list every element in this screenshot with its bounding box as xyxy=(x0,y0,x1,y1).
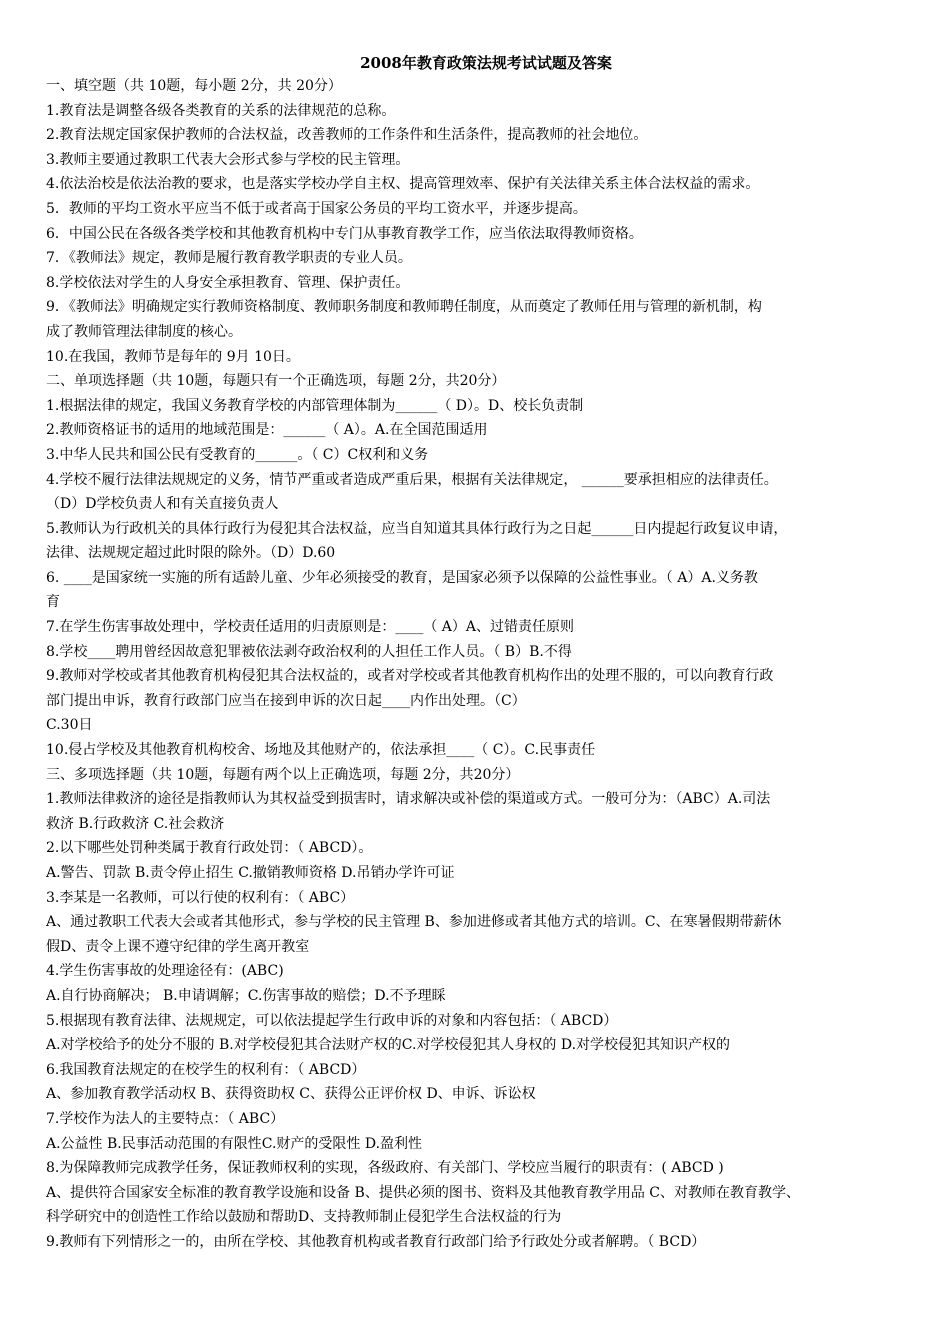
text-line: A.警告、罚款 B.责令停止招生 C.撤销教师资格 D.吊销办学许可证 xyxy=(46,865,455,881)
text-line: 1.教育法是调整各级各类教育的关系的法律规范的总称。 xyxy=(46,102,396,119)
text-line: 4.依法治校是依法治教的要求，也是落实学校办学自主权、提高管理效率、保护有关法律关系主体合法权益的需求。 xyxy=(46,176,760,193)
text-line: 7.在学生伤害事故处理中，学校责任适用的归责原则是：____（ A）A、过错责任原则 xyxy=(46,619,575,636)
text-line: 1.教师法律救济的途径是指教师认为其权益受到损害时，请求解决或补偿的渠道或方式。一般可分为：（ABC）A.司法 xyxy=(46,791,771,808)
text-line: 5.根据现有教育法律、法规规定，可以依法提起学生行政申诉的对象和内容包括：（ ABCD） xyxy=(46,1012,618,1029)
text-line: 2.教师资格证书的适用的地域范围是：______（ A）。A.在全国范围适用 xyxy=(46,422,488,439)
text-line: 3.中华人民共和国公民有受教育的______。（ C）C权利和义务 xyxy=(46,446,429,463)
text-line: A、通过教职工代表大会或者其他形式，参与学校的民主管理 B、参加进修或者其他方式的培训。C、在寒暑假期带薪休 xyxy=(46,914,782,931)
text-line: 二、单项选择题（共 10题，每题只有一个正确选项，每题 2分，共20分） xyxy=(46,373,506,390)
text-line: A.公益性 B.民事活动范围的有限性C.财产的受限性 D.盈利性 xyxy=(46,1135,423,1152)
document-body xyxy=(46,74,926,1255)
document-title: 2008年教育政策法规考试试题及答案 xyxy=(360,54,612,72)
text-line: 5．教师的平均工资水平应当不低于或者高于国家公务员的平均工资水平，并逐步提高。 xyxy=(46,200,587,217)
text-line: 3.教师主要通过教职工代表大会形式参与学校的民主管理。 xyxy=(46,151,410,168)
document-page xyxy=(46,52,926,1255)
text-line: 8.学校依法对学生的人身安全承担教育、管理、保护责任。 xyxy=(46,274,410,291)
text-line: 6.我国教育法规定的在校学生的权利有：（ ABCD） xyxy=(46,1061,366,1078)
text-line: 救济 B.行政救济 C.社会救济 xyxy=(46,815,225,832)
text-line: 部门提出申诉，教育行政部门应当在接到申诉的次日起____内作出处理。（C） xyxy=(46,692,526,709)
text-line: 7.学校作为法人的主要特点：（ ABC） xyxy=(46,1110,285,1127)
text-line: 7．《教师法》规定，教师是履行教育教学职责的专业人员。 xyxy=(46,250,412,267)
text-line: 2.教育法规定国家保护教师的合法权益，改善教师的工作条件和生活条件，提高教师的社会地位。 xyxy=(46,127,648,144)
text-line: 9.教师对学校或者其他教育机构侵犯其合法权益的，或者对学校或者其他教育机构作出的处理不服的，可以向教育行政 xyxy=(46,668,774,685)
text-line: A、参加教育教学活动权 B、获得资助权 C、获得公正评价权 D、申诉、诉讼权 xyxy=(46,1086,536,1103)
text-line: A.对学校给予的处分不服的 B.对学校侵犯其合法财产权的C.对学校侵犯其人身权的 D.对学校侵犯其知识产权的 xyxy=(46,1037,731,1054)
text-line: 8.为保障教师完成教学任务，保证教师权利的实现，各级政府、有关部门、学校应当履行的职责有：( ABCD ) xyxy=(46,1160,724,1177)
text-line: 4.学校不履行法律法规规定的义务，情节严重或者造成严重后果，根据有关法律规定， ______要承担相应的法律责任。 xyxy=(46,471,778,488)
text-line: 9.教师有下列情形之一的，由所在学校、其他教育机构或者教育行政部门给予行政处分或者解聘。（ BCD） xyxy=(46,1233,706,1250)
text-line: 4.学生伤害事故的处理途径有：(ABC) xyxy=(46,963,284,980)
text-line: 10.在我国，教师节是每年的 9月 10日。 xyxy=(46,348,300,365)
text-line: A.自行协商解决； B.申请调解；C.伤害事故的赔偿；D.不予理睬 xyxy=(46,987,446,1004)
text-line: 一、填空题（共 10题，每小题 2分，共 20分） xyxy=(46,78,342,94)
text-line: 2.以下哪些处罚种类属于教育行政处罚：（ ABCD）。 xyxy=(46,840,373,857)
text-line: 10.侵占学校及其他教育机构校舍、场地及其他财产的，依法承担____（ C）。C.民事责任 xyxy=(46,742,596,759)
text-line: A、提供符合国家安全标准的教育教学设施和设备 B、提供必须的图书、资料及其他教育教学用品 C、对教师在教育教学、 xyxy=(46,1184,801,1201)
text-line: 6．中国公民在各级各类学校和其他教育机构中专门从事教育教学工作，应当依法取得教师资格。 xyxy=(46,225,643,242)
text-line: 法律、法规规定超过此时限的除外。（D）D.60 xyxy=(46,545,336,562)
text-line: （D）D学校负责人和有关直接负责人 xyxy=(46,496,279,513)
text-line: 9．《教师法》明确规定实行教师资格制度、教师职务制度和教师聘任制度，从而奠定了教师任用与管理的新机制，构 xyxy=(46,299,762,316)
text-line: 1.根据法律的规定，我国义务教育学校的内部管理体制为______（ D）。D、校长负责制 xyxy=(46,397,584,414)
text-line: 8.学校____聘用曾经因故意犯罪被依法剥夺政治权利的人担任工作人员。（ B）B.不得 xyxy=(46,643,572,660)
text-line: 6. ____是国家统一实施的所有适龄儿童、少年必须接受的教育，是国家必须予以保障的公益性事业。（ A）A.义务教 xyxy=(46,569,758,586)
text-line: 育 xyxy=(46,594,60,611)
text-line: C.30日 xyxy=(46,717,93,734)
text-line: 科学研究中的创造性工作给以鼓励和帮助D、支持教师制止侵犯学生合法权益的行为 xyxy=(46,1209,562,1226)
text-line: 三、多项选择题（共 10题，每题有两个以上正确选项，每题 2分，共20分） xyxy=(46,766,520,783)
text-line: 成了教师管理法律制度的核心。 xyxy=(46,323,242,340)
text-line: 5.教师认为行政机关的具体行政行为侵犯其合法权益，应当自知道其具体行政行为之日起______日内提起行政复议申请， xyxy=(46,520,788,537)
text-line: 假D、责令上课不遵守纪律的学生离开教室 xyxy=(46,938,310,955)
text-line: 3.李某是一名教师，可以行使的权利有：（ ABC） xyxy=(46,889,355,906)
